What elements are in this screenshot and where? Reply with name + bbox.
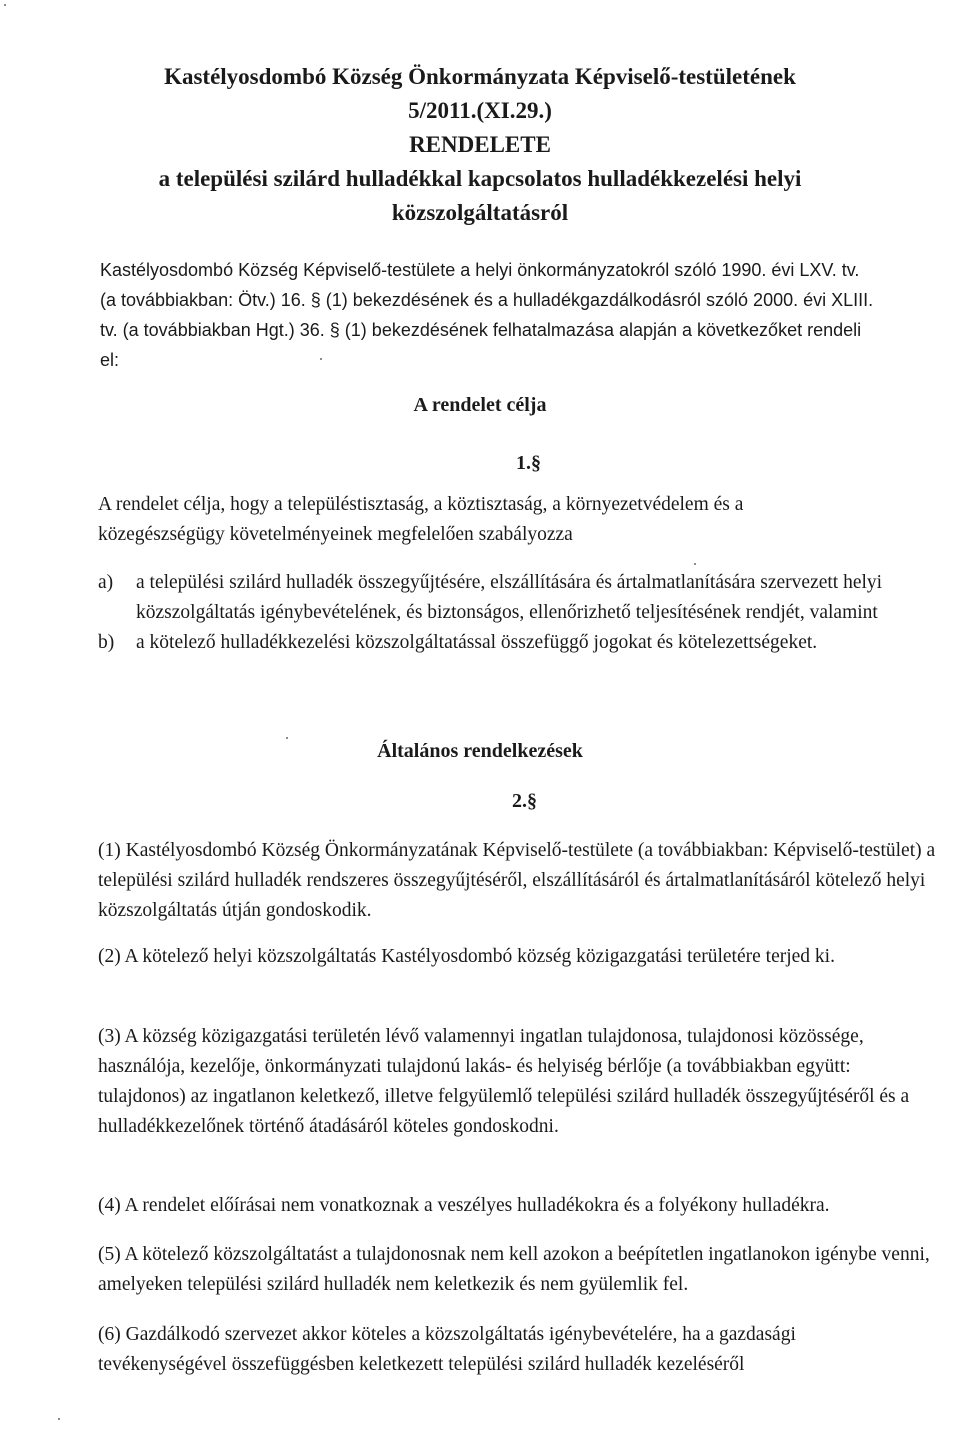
section2-number: 2.§ [512, 790, 537, 812]
list-marker: a) [98, 572, 114, 593]
section1-list [98, 568, 928, 658]
document-title [100, 60, 860, 230]
preamble-paragraph: Kastélyosdombó Község Képviselő-testülete a helyi önkormányzatokról szóló 1990. évi LXV. tv. (a továbbiakban: Ötv.) 16. § (1) bekezdésének és a hulladékgazdálkodásról szóló 2000. évi XLIII. tv. (a továbbiakban Hgt.) 36. § (1) bekezdésének felhatalmazása alapján a következőket rendeli el: [100, 260, 874, 370]
section2-paragraph-6: (6) Gazdálkodó szervezet akkor köteles a közszolgáltatás igénybevételére, ha a gazdasági tevékenységével összefüggésben keletkezett települési szilárd hulladék kezeléséről [98, 1324, 796, 1375]
section2-paragraph-1: (1) Kastélyosdombó Község Önkormányzatának Képviselő-testülete (a továbbiakban: Képviselő-testület) a települési szilárd hulladék rendszeres összegyűjtéséről, elszállításáról és ártalmatlanításáról kötelező helyi közszolgáltatás útján gondoskodik. [98, 840, 936, 921]
title-issuer: Kastélyosdombó Község Önkormányzata Képviselő-testületének [164, 64, 796, 89]
section2-paragraph-3: (3) A község közigazgatási területén lévő valamennyi ingatlan tulajdonosa, tulajdonosi közössége, használója, kezelője, önkormányzati tulajdonú lakás- és helyiség bérlője (a továbbiakban együtt: tulajdonos) az ingatlanon keletkező, illetve felgyülemlő települési szilárd hulladék összegyűjtéséről és a hulladékkezelőnek történő átadásáról köteles gondoskodni. [98, 1026, 910, 1137]
list-marker: b) [98, 632, 115, 653]
section1-intro: A rendelet célja, hogy a településtisztaság, a köztisztaság, a környezetvédelem és a közegészségügy követelményeinek megfelelően szabályozza [98, 494, 744, 545]
section2-heading: Általános rendelkezések [377, 740, 583, 762]
list-item [98, 628, 928, 658]
title-subject-line2: közszolgáltatásról [391, 200, 569, 225]
list-item [98, 568, 928, 628]
section2-paragraph-4: (4) A rendelet előírásai nem vonatkoznak a veszélyes hulladékokra és a folyékony hulladékra. [98, 1195, 830, 1216]
scan-speck [694, 563, 696, 565]
scan-speck [4, 4, 6, 6]
scan-speck [320, 358, 322, 360]
title-subject-line1: a települési szilárd hulladékkal kapcsolatos hulladékkezelési helyi [158, 166, 802, 191]
section1-heading: A rendelet célja [413, 394, 547, 416]
scan-speck [58, 1418, 60, 1420]
scan-speck [286, 737, 288, 739]
section1-number: 1.§ [516, 452, 541, 474]
list-item-text: a települési szilárd hulladék összegyűjtésére, elszállítására és ártalmatlanítására szervezett helyi közszolgáltatás igénybevételének, és biztonságos, ellenőrizhető teljesítésének rendjét, valamint [136, 572, 883, 623]
section2-paragraph-2: (2) A kötelező helyi közszolgáltatás Kastélyosdombó község közigazgatási területére terjed ki. [98, 946, 835, 967]
title-type: RENDELETE [409, 132, 551, 157]
list-item-text: a kötelező hulladékkezelési közszolgáltatással összefüggő jogokat és kötelezettségeket. [136, 632, 818, 653]
title-number: 5/2011.(XI.29.) [408, 98, 552, 123]
section2-paragraph-5: (5) A kötelező közszolgáltatást a tulajdonosnak nem kell azokon a beépítetlen ingatlanokon igénybe venni, amelyeken települési szilárd hulladék nem keletkezik és nem gyülemlik fel. [98, 1244, 930, 1295]
